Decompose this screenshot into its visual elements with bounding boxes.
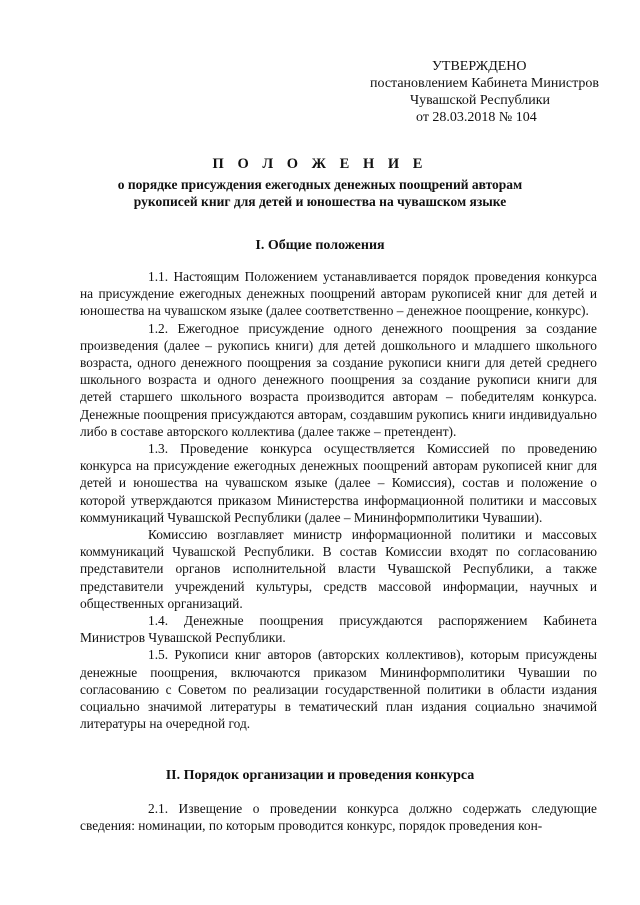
paragraph-1-2: 1.2. Ежегодное присуждение одного денежного поощрения за создание произведения (далее – рукопись книги) для детей дошкольного и младшего школьного возраста, одного денежного поощрения за создание рукописи книги для детей среднего школьного возраста и одного денежного поощрения за создание рукописи книги для детей старшего школьного возраста производится авторам – победителям конкурса. Денежные поощрения присуждаются авторам, создавшим рукопись книги индивидуально либо в составе авторского коллектива (далее также – претендент). <box>80 320 597 439</box>
document-subtitle-line-1: о порядке присуждения ежегодных денежных поощрений авторам <box>117 177 523 192</box>
section-2-body <box>80 800 597 834</box>
paragraph-1-4: 1.4. Денежные поощрения присуждаются распоряжением Кабинета Министров Чувашской Республики. <box>80 613 597 646</box>
document-subtitle-line-2: рукописей книг для детей и юношества на чувашском языке <box>133 194 507 209</box>
approval-authority: постановлением Кабинета Министров <box>370 76 599 91</box>
section-1-body <box>80 268 597 732</box>
section-1-heading: I. Общие положения <box>255 238 385 253</box>
paragraph-1-5: 1.5. Рукописи книг авторов (авторских коллективов), которым присуждены денежные поощрения, включаются приказом Мининформполитики Чувашии по согласованию с Советом по реализации государственной политики в области издания социально значимой литературы в тематический план издания социально значимой литературы на очередной год. <box>80 647 597 732</box>
approval-title: УТВЕРЖДЕНО <box>432 59 527 74</box>
approval-date-number: от 28.03.2018 № 104 <box>416 110 537 125</box>
section-2-heading: II. Порядок организации и проведения конкурса <box>165 768 475 783</box>
paragraph-1-1: 1.1. Настоящим Положением устанавливается порядок проведения конкурса на присуждение ежегодных денежных поощрений авторам рукописей книг для детей и юношества на чувашском языке (далее соответственно – денежное поощрение, конкурс). <box>80 269 597 319</box>
paragraph-1-3: 1.3. Проведение конкурса осуществляется Комиссией по проведению конкурса на присуждение ежегодных денежных поощрений авторам рукописей книг для детей и юношества на чувашском языке (далее – Комиссия), состав и положение о которой утверждаются приказом Министерства информационной политики и массовых коммуникаций Чувашской Республики (далее – Мининформполитики Чувашии). <box>80 441 597 525</box>
paragraph-2-1: 2.1. Извещение о проведении конкурса должно содержать следующие сведения: номинации, по которым проводится конкурс, порядок проведения кон- <box>80 801 597 834</box>
approval-stamp <box>370 58 620 126</box>
paragraph-commission: Комиссию возглавляет министр информационной политики и массовых коммуникаций Чувашской Республики. В состав Комиссии входят по согласованию представители органов исполнительной власти Чувашской Республики, а также представители учреждений культуры, средств массовой информации, научных и общественных организаций. <box>80 527 597 611</box>
approval-republic: Чувашской Республики <box>410 93 551 108</box>
document-title: П О Л О Ж Е Н И Е <box>212 156 428 172</box>
document-subtitle <box>80 176 560 210</box>
